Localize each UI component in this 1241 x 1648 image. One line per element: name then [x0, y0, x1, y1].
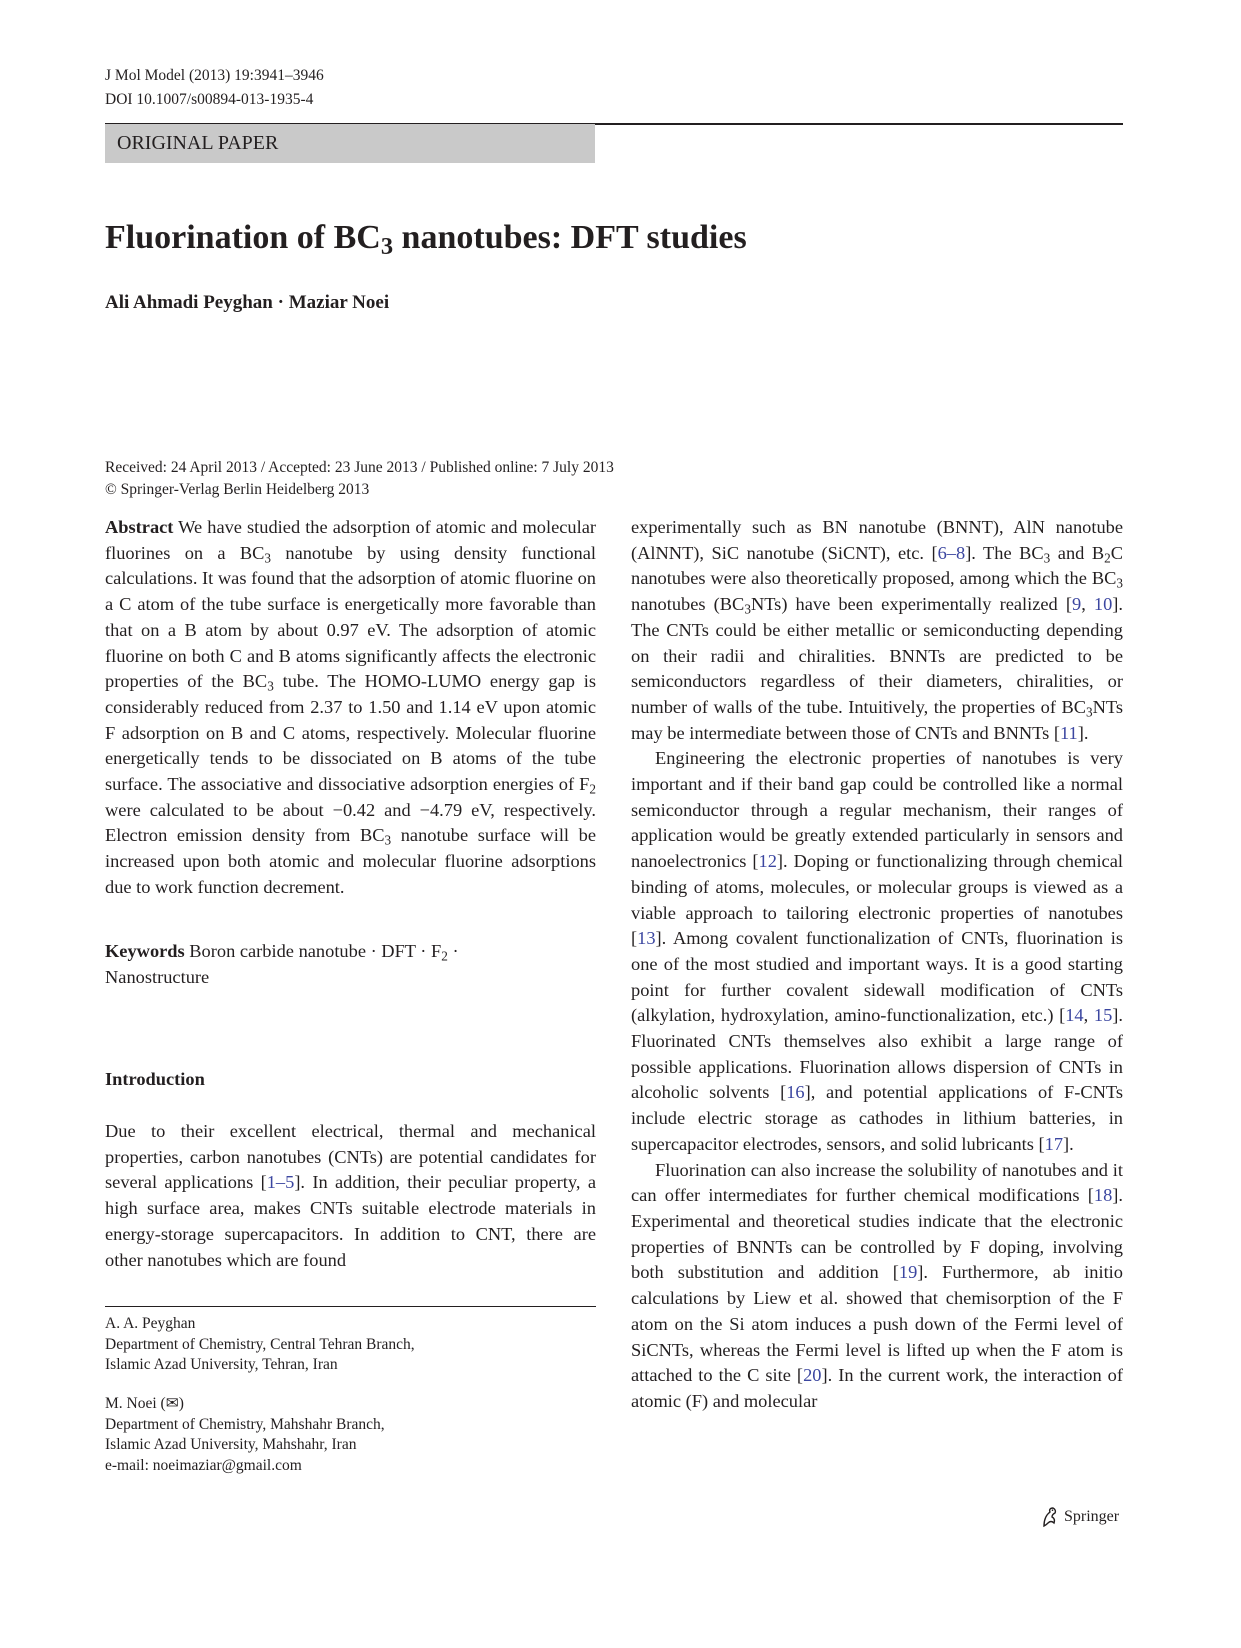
right-column-text	[631, 515, 1123, 1415]
abstract-text: tube. The HOMO-LUMO energy gap is considerably reduced from 2.37 to 1.50 and 1.14 eV upon atomic F adsorption on B and C atoms, respectively. Molecular fluorine energetically tends to be dissociated on B atoms of the tube surface. The associative and dissociative adsorption energies of F	[105, 671, 596, 795]
subscript: 3	[1085, 704, 1093, 720]
body-text: ,	[1083, 1005, 1094, 1026]
abstract-text: nanotube surface will be increased upon both atomic and molecular fluorine adsorptions due to work function decrement.	[105, 825, 596, 897]
keywords-text: Boron carbide nanotube · DFT · F	[184, 941, 442, 961]
citation-link[interactable]: 10	[1093, 594, 1113, 615]
journal-citation: J Mol Model (2013) 19:3941–3946	[105, 67, 324, 84]
subscript: 3	[267, 678, 274, 694]
affiliation-rule	[105, 1306, 596, 1307]
abstract-text: nanotube by using density functional calculations. It was found that the adsorption of atomic fluorine on a C atom of the tube surface is energetically more favorable than that on a B atom by about 0.97 eV. The adsorption of atomic fluorine on both C and B atoms significantly affects the electronic properties of the BC	[105, 542, 596, 692]
paper-title	[105, 214, 747, 262]
citation-link[interactable]: 20	[803, 1365, 822, 1386]
history-dates: Received: 24 April 2013 / Accepted: 23 June 2013 / Published online: 7 July 2013	[105, 459, 614, 476]
title-text-end: nanotubes: DFT studies	[393, 219, 747, 256]
body-text: ]. Fluorinated CNTs themselves also exhibit a large range of possible applications. Fluorination allows dispersion of CNTs in alcoholic solvents [	[631, 1005, 1123, 1103]
citation-link[interactable]: 15	[1093, 1005, 1113, 1026]
affiliation-name: A. A. Peyghan	[105, 1315, 196, 1332]
body-text: Due to their excellent electrical, thermal and mechanical properties, carbon nanotubes (CNTs) are potential candidates for several applications [	[105, 1121, 596, 1193]
body-text: ].	[1077, 722, 1089, 743]
citation-link[interactable]: 1–5	[266, 1172, 295, 1193]
citation-link[interactable]: 16	[786, 1082, 805, 1103]
subscript: 3	[1116, 575, 1123, 591]
citation-link[interactable]: 13	[637, 928, 656, 949]
body-text: ]. The BC	[965, 542, 1044, 563]
affiliation-2	[105, 1394, 385, 1476]
body-text: nanotubes (BC	[631, 594, 745, 615]
section-heading-introduction: Introduction	[105, 1069, 205, 1089]
subscript: 2	[441, 948, 448, 964]
keywords	[105, 939, 596, 990]
body-text: NTs) have been experimentally realized [	[750, 594, 1072, 615]
body-text: experimentally such as BN nanotube (BNNT), AlN nanotube (AlNNT), SiC nanotube (SiCNT), etc. [	[631, 517, 1123, 563]
mail-icon: ✉	[165, 1395, 179, 1412]
body-text: ,	[1081, 594, 1094, 615]
article-type-badge: ORIGINAL PAPER	[105, 124, 595, 163]
subscript: 2	[1104, 550, 1111, 565]
title-subscript: 3	[380, 233, 394, 261]
body-text: Engineering the electronic properties of nanotubes is very important and if their band gap could be controlled like a normal semiconductor through a regular mechanism, their ranges of application would be greatly extended particularly in sensors and nanoelectronics [	[631, 748, 1123, 872]
abstract-label: Abstract	[105, 517, 174, 537]
body-text: ]. Among covalent functionalization of CNTs, fluorination is one of the most studied and important ways. It is a good starting point for further covalent sidewall modification of CNTs (alkylation, hydroxylation, amino-functionalization, etc.) [	[631, 928, 1123, 1026]
body-text: ].	[1063, 1133, 1074, 1154]
citation-link[interactable]: 14	[1065, 1005, 1084, 1026]
author-list: Ali Ahmadi Peyghan · Maziar Noei	[105, 292, 390, 313]
citation-link[interactable]: 12	[758, 851, 777, 872]
citation-link[interactable]: 19	[898, 1262, 918, 1283]
keywords-label: Keywords	[105, 941, 185, 961]
keywords-text: Nanostructure	[105, 966, 210, 987]
affiliation-univ: Islamic Azad University, Tehran, Iran	[105, 1356, 338, 1373]
body-text: and B	[1050, 542, 1105, 563]
citation-link[interactable]: 9	[1071, 594, 1082, 615]
citation-link[interactable]: 11	[1059, 722, 1078, 743]
affiliation-1	[105, 1314, 415, 1376]
copyright: © Springer-Verlag Berlin Heidelberg 2013	[105, 481, 370, 498]
body-text: ]. Experimental and theoretical studies indicate that the electronic properties of BNNTs can be controlled by F doping, involving both substitution and addition [	[631, 1185, 1123, 1283]
publisher-logo	[1040, 1506, 1119, 1528]
subscript: 3	[744, 601, 751, 617]
springer-horse-icon	[1040, 1506, 1060, 1528]
citation-link[interactable]: 6–8	[937, 542, 966, 563]
journal-citation-block	[105, 64, 324, 112]
body-text: C nanotubes were also theoretically proposed, among which the BC	[631, 542, 1123, 589]
publication-dates	[105, 457, 614, 501]
body-text: ]. In the current work, the interaction of atomic (F) and molecular	[631, 1365, 1123, 1411]
abstract-text: We have studied the adsorption of atomic and molecular fluorines on a BC	[105, 517, 596, 563]
citation-link[interactable]: 17	[1044, 1133, 1064, 1154]
body-text: NTs may be intermediate between those of CNTs and BNNTs [	[631, 696, 1123, 743]
affiliation-name: )	[178, 1395, 184, 1412]
affiliation-name: M. Noei (	[105, 1395, 166, 1412]
subscript: 3	[1043, 550, 1051, 565]
body-text: ]. Doping or functionalizing through chemical binding of atoms, molecules, or molecular groups is viewed as a viable approach to tailoring electronic properties of nanotubes [	[631, 851, 1123, 949]
affiliation-email[interactable]: e-mail: noeimaziar@gmail.com	[105, 1456, 302, 1474]
body-text: ]. The CNTs could be either metallic or semiconducting depending on their radii and chiralities. BNNTs are predicted to be semiconductors regardless of their diameters, chiralities, or number of walls of the tube. Intuitively, the properties of BC	[631, 594, 1124, 717]
title-text-start: Fluorination of BC	[105, 219, 381, 256]
introduction-paragraph	[105, 1119, 596, 1273]
body-text: Fluorination can also increase the solubility of nanotubes and it can offer intermediates for further chemical modifications [	[631, 1159, 1123, 1206]
subscript: 3	[264, 550, 272, 565]
body-text: ], and potential applications of F-CNTs include electric storage as cathodes in lithium batteries, in supercapacitor electrodes, sensors, and solid lubricants [	[631, 1082, 1123, 1154]
affiliation-dept: Department of Chemistry, Mahshahr Branch,	[105, 1415, 385, 1433]
keywords-text: ·	[447, 941, 459, 961]
body-text: ]. In addition, their peculiar property, a high surface area, makes CNTs suitable electrode materials in energy-storage supercapacitors. In addition to CNT, there are other nanotubes which are found	[105, 1172, 596, 1270]
publisher-name: Springer	[1064, 1508, 1120, 1525]
doi: DOI 10.1007/s00894-013-1935-4	[105, 91, 314, 108]
abstract-text: were calculated to be about −0.42 and −4.79 eV, respectively. Electron emission density from BC	[105, 799, 596, 846]
body-text: ]. Furthermore, ab initio calculations by Liew et al. showed that chemisorption of the F atom on the Si atom induces a push down of the Fermi level of SiCNTs, whereas the Fermi level is lifted up when the F atom is attached to the C site [	[631, 1262, 1123, 1386]
subscript: 2	[589, 781, 596, 797]
abstract	[105, 515, 596, 901]
affiliation-dept: Department of Chemistry, Central Tehran Branch,	[105, 1335, 415, 1353]
affiliation-univ: Islamic Azad University, Mahshahr, Iran	[105, 1436, 357, 1453]
citation-link[interactable]: 18	[1093, 1185, 1113, 1206]
subscript: 3	[384, 832, 392, 848]
